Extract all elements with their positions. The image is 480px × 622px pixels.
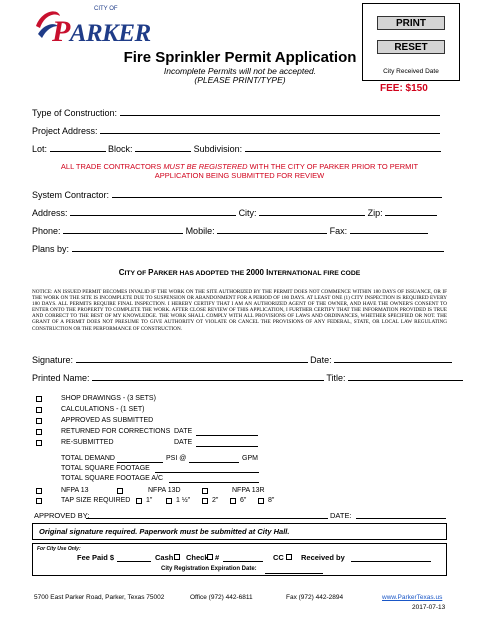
check-checkbox[interactable]	[207, 554, 213, 560]
system-contractor-label: System Contractor:	[32, 190, 110, 200]
nfpa13d-checkbox[interactable]	[117, 488, 123, 494]
shop-drawings-checkbox[interactable]	[36, 396, 42, 402]
total-demand-gpm-field[interactable]	[189, 462, 239, 463]
phone-label: Phone:	[32, 226, 61, 236]
cash-checkbox[interactable]	[174, 554, 180, 560]
check-number-label: #	[215, 553, 220, 562]
subdivision-label: Subdivision:	[193, 144, 243, 154]
address-field[interactable]	[70, 206, 236, 216]
footer-address: 5700 East Parker Road, Parker, Texas 75002	[34, 594, 165, 601]
logo-wordmark: PARKER	[52, 15, 151, 48]
permit-notice-text: NOTICE: AN ISSUED PERMIT BECOMES INVALID IF THE WORK ON THE SITE AUTHORIZED BY THE PERMIT DOES NOT COMMENCE WITHIN 180 DAYS OF ISSUANCE, OR IF THE WORK ON THE SITE IS INCOMPLETE DUE TO SUSPENSION OR ABANDONMENT FOR A PERIOD OF 180 DAYS. AT LEAST ONE (1) CITY INSPECTION IS REQUIRED EVERY 180 DAYS. ALL PERMITS REQUIRE FINAL INSPECTION. I HEREBY CERTIFY THAT I AM AN AUTHORIZED AGENT OF THE OWNER, AND HAVE THE OWNER'S CONSENT TO ENTER ONTO THE PROPERTY TO COMPLETE THE WORK. AFTER CLOSE REVIEW OF THIS APPLICATION, I FURTHER CERTIFY THAT THE INFORMATION PROVIDED IS TRUE AND CORRECT TO THE BEST OF MY KNOWLEDGE. THE WORK SHALL COMPLY WITH ALL PROVISIONS OF LAWS AND ORDINANCES, WHETHER SPECIFIED OR NOT. THE GRANT OF A PERMIT DOES NOT PRESUME TO GIVE AUTHORITY OT VIOLATE OR CANCEL THE PROVISIONS OF ANY FEDERAL, STATE, OR LOCAL LAW REGULATING CONSTRUCTION OR THE PERFORMANCE OF CONSTRUCTION.	[32, 289, 447, 332]
fee-paid-label: Fee Paid $	[77, 553, 115, 562]
received-by-label: Received by	[301, 553, 345, 562]
fee-label: FEE: $150	[380, 83, 428, 94]
resubmitted-checkbox[interactable]	[36, 440, 42, 446]
returned-date-label: DATE	[174, 428, 193, 435]
phone-row	[32, 224, 447, 236]
check-label: Check	[186, 553, 209, 562]
signature-row	[32, 353, 447, 365]
block-label: Block:	[108, 144, 133, 154]
returned-checkbox[interactable]	[36, 429, 42, 435]
total-sq-ac-field[interactable]	[169, 482, 259, 483]
total-sq-ac-label: TOTAL SQUARE FOOTAGE A/C	[61, 475, 164, 482]
project-address-field[interactable]	[100, 124, 440, 134]
address-row	[32, 206, 447, 218]
expiration-field[interactable]	[265, 573, 323, 574]
tap-8-checkbox[interactable]	[258, 498, 264, 504]
city-field[interactable]	[259, 206, 365, 216]
tap-1-5-checkbox[interactable]	[166, 498, 172, 504]
nfpa13r-checkbox[interactable]	[202, 488, 208, 494]
approved-date-field[interactable]	[356, 518, 446, 519]
tap-8-label: 8"	[268, 497, 275, 504]
gpm-label: GPM	[242, 455, 258, 462]
type-of-construction-label: Type of Construction:	[32, 108, 118, 118]
subdivision-field[interactable]	[245, 142, 441, 152]
contractor-warning-line1: ALL TRADE CONTRACTORS MUST BE REGISTERED WITH THE CITY OF PARKER PRIOR TO PERMIT	[60, 162, 419, 171]
check-number-field[interactable]	[223, 561, 263, 562]
mobile-field[interactable]	[217, 224, 327, 234]
returned-date-field[interactable]	[196, 435, 258, 436]
zip-field[interactable]	[385, 206, 437, 216]
print-reset-box	[362, 3, 460, 81]
city-use-label: For City Use Only:	[37, 546, 81, 552]
total-demand-psi-field[interactable]	[117, 462, 163, 463]
nfpa13d-label: NFPA 13D	[148, 487, 181, 494]
footer-fax: Fax (972) 442-2894	[286, 594, 344, 601]
plans-by-row	[32, 242, 447, 254]
fax-label: Fax:	[329, 226, 348, 236]
city-logo	[32, 6, 151, 50]
approved-label: APPROVED AS SUBMITTED	[61, 417, 154, 424]
tap-6-checkbox[interactable]	[230, 498, 236, 504]
printed-name-field[interactable]	[92, 371, 324, 381]
signature-date-label: Date:	[310, 355, 332, 365]
signature-date-field[interactable]	[334, 353, 452, 363]
approved-checkbox[interactable]	[36, 418, 42, 424]
approved-by-label: APPROVED BY:	[34, 511, 90, 520]
signature-field[interactable]	[76, 353, 308, 363]
subtitle-incomplete: Incomplete Permits will not be accepted.	[163, 66, 317, 76]
fax-field[interactable]	[350, 224, 428, 234]
footer-version: 2017-07-13	[412, 604, 446, 611]
reset-button[interactable]: RESET	[377, 40, 445, 54]
tap-1-checkbox[interactable]	[136, 498, 142, 504]
printed-name-label: Printed Name:	[32, 373, 90, 383]
signature-label: Signature:	[32, 355, 74, 365]
phone-field[interactable]	[63, 224, 183, 234]
total-sq-label: TOTAL SQUARE FOOTAGE	[61, 465, 150, 472]
footer-website-link[interactable]: www.ParkerTexas.us	[382, 594, 443, 601]
tap-1-5-label: 1 ½"	[176, 497, 191, 504]
tap-6-label: 6"	[240, 497, 247, 504]
zip-label: Zip:	[367, 208, 383, 218]
calculations-checkbox[interactable]	[36, 407, 42, 413]
fire-code-adoption-heading: CITY OF PARKER HAS ADOPTED THE 2000 INTERNATIONAL FIRE CODE	[118, 268, 361, 277]
total-sq-field[interactable]	[155, 472, 259, 473]
type-of-construction-row	[32, 106, 447, 118]
resubmitted-date-label: DATE	[174, 439, 193, 446]
expiration-label: City Registration Expiration Date:	[161, 566, 257, 572]
subtitle-print-type: (PLEASE PRINT/TYPE)	[194, 75, 286, 85]
title-field[interactable]	[348, 371, 463, 381]
cc-label: CC	[273, 553, 284, 562]
total-demand-label: TOTAL DEMAND	[61, 455, 115, 462]
approved-by-field[interactable]	[86, 518, 328, 519]
tap-size-checkbox[interactable]	[36, 498, 42, 504]
psi-label: PSI @	[166, 455, 187, 462]
original-signature-note: Original signature required. Paperwork must be submitted at City Hall.	[32, 523, 447, 540]
logo-city-of: CITY OF	[94, 6, 118, 12]
printed-name-row	[32, 371, 447, 383]
tap-size-label: TAP SIZE REQUIRED	[61, 497, 131, 504]
contractor-warning-line2: APPLICATION BEING SUBMITTED FOR REVIEW	[154, 171, 325, 180]
lot-block-subdivision-row	[32, 142, 447, 154]
calculations-label: CALCULATIONS - (1 SET)	[61, 406, 145, 413]
type-of-construction-field[interactable]	[120, 106, 440, 116]
footer-office-phone: Office (972) 442-6811	[190, 594, 253, 601]
tap-2-label: 2"	[212, 497, 219, 504]
plans-by-label: Plans by:	[32, 244, 70, 254]
print-button[interactable]: PRINT	[377, 16, 445, 30]
city-label: City:	[238, 208, 257, 218]
tap-2-checkbox[interactable]	[202, 498, 208, 504]
project-address-row	[32, 124, 447, 136]
lot-label: Lot:	[32, 144, 48, 154]
block-field[interactable]	[135, 142, 191, 152]
shop-drawings-label: SHOP DRAWINGS - (3 SETS)	[61, 395, 156, 402]
title-label: Title:	[326, 373, 346, 383]
city-received-date-label: City Received Date	[383, 68, 439, 75]
fee-paid-field[interactable]	[117, 561, 151, 562]
address-label: Address:	[32, 208, 68, 218]
tap-1-label: 1"	[146, 497, 153, 504]
lot-field[interactable]	[50, 142, 106, 152]
nfpa13-label: NFPA 13	[61, 487, 89, 494]
approved-date-label: DATE:	[330, 511, 352, 520]
cash-label: Cash	[155, 553, 174, 562]
page-title: Fire Sprinkler Permit Application	[123, 49, 357, 66]
system-contractor-field[interactable]	[112, 188, 442, 198]
nfpa13r-label: NFPA 13R	[232, 487, 265, 494]
system-contractor-row	[32, 188, 447, 200]
city-use-box	[32, 543, 447, 576]
mobile-label: Mobile:	[185, 226, 215, 236]
returned-label: RETURNED FOR CORRECTIONS	[61, 428, 171, 435]
nfpa13-checkbox[interactable]	[36, 488, 42, 494]
resubmitted-date-field[interactable]	[196, 446, 258, 447]
resubmitted-label: RE-SUBMITTED	[61, 439, 114, 446]
plans-by-field[interactable]	[72, 242, 444, 252]
cc-checkbox[interactable]	[286, 554, 292, 560]
project-address-label: Project Address:	[32, 126, 98, 136]
received-by-field[interactable]	[351, 561, 431, 562]
